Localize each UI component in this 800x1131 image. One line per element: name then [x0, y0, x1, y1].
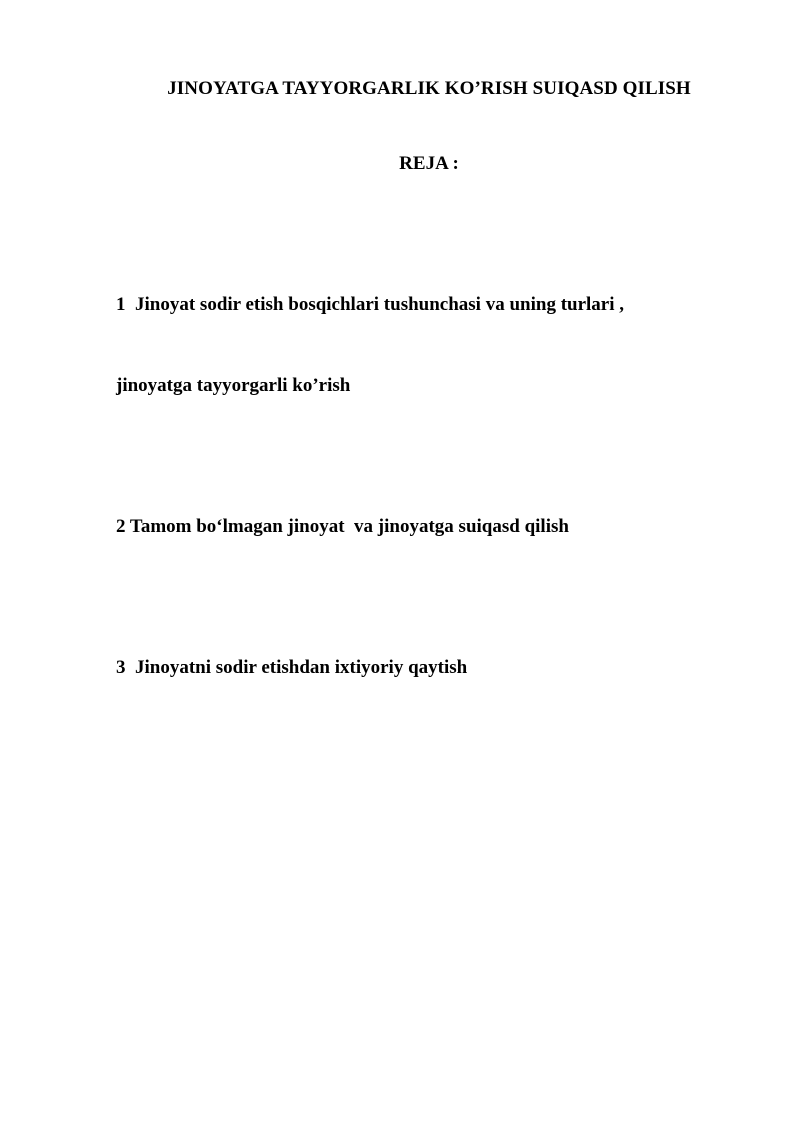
plan-item-3-text: 3 Jinoyatni sodir etishdan ixtiyoriy qaytish [116, 657, 468, 678]
plan-item-1 [116, 242, 736, 448]
document-title: JINOYATGA TAYYORGARLIK KO’RISH SUIQASD QILISH [167, 78, 691, 99]
plan-list [116, 242, 736, 730]
plan-item-3 [116, 605, 736, 730]
plan-heading: REJA : [399, 153, 459, 174]
plan-item-1-line-1: 1 Jinoyat sodir etish bosqichlari tushunchasi va uning turlari , [116, 294, 625, 315]
plan-item-2 [116, 464, 736, 589]
plan-item-1-line-2: jinoyatga tayyorgarli ko’rish [116, 375, 351, 396]
plan-item-2-text: 2 Tamom bo‘lmagan jinoyat va jinoyatga suiqasd qilish [116, 516, 569, 537]
